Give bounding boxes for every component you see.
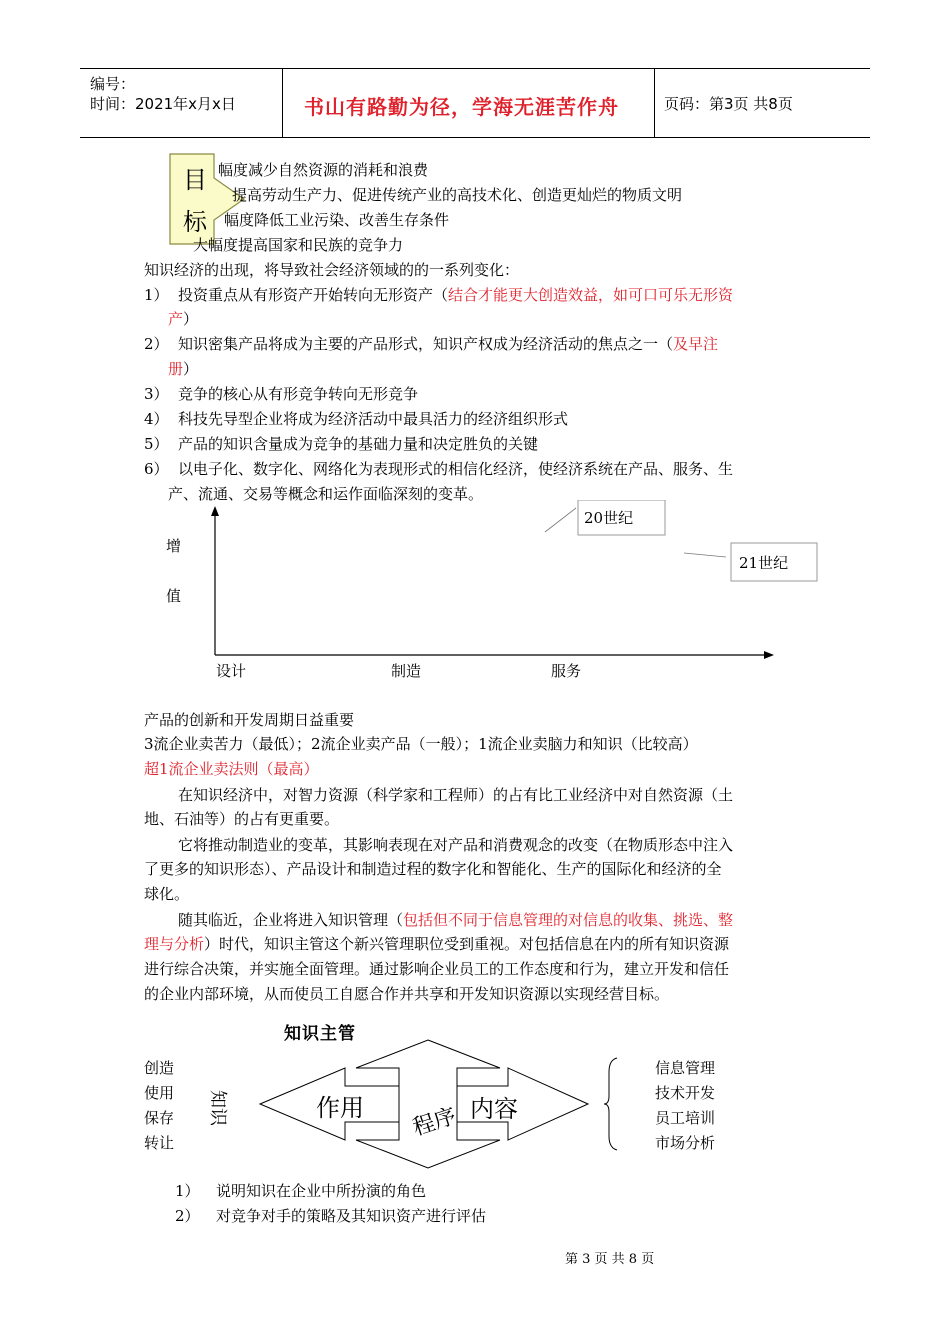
diagram-arrows [250,1038,595,1170]
legend-21st-century: 21世纪 [739,554,789,572]
chart-x-tick-label: 服务 [551,662,582,680]
arrow-role-label: 作用 [316,1094,364,1122]
chart-x-tick-label: 设计 [216,662,247,680]
list-item-number: 2） [175,1207,200,1225]
legend-20th-century: 20世纪 [584,509,634,527]
change-item: 以电子化、数字化、网络化为表现形式的相信化经济，使经济系统在产品、服务、生 [178,460,734,478]
page-indicator: 页码：第3页 共8页 [664,95,793,113]
list-item: 创造 [144,1059,175,1077]
goal-item: 大幅度提高国家和民族的竞争力 [193,236,404,254]
list-item: 保存 [144,1109,175,1127]
header-motto: 书山有路勤为径，学海无涯苦作舟 [304,95,619,119]
paragraph: 3流企业卖苦力（最低）；2流企业卖产品（一般）；1流企业卖脑力和知识（比较高） [144,735,698,753]
header-divider [282,69,283,137]
change-item-number: 6） [144,460,169,478]
paragraph: 进行综合决策，并实施全面管理。通过影响企业员工的工作态度和行为，建立开发和信任 [144,960,730,978]
document-time-label: 时间：2021年x月x日 [90,95,236,113]
list-item: 使用 [144,1084,175,1102]
callout-pointer-20th [545,508,576,532]
callout-pointer-21st [684,553,726,557]
page-footer: 第 3 页 共 8 页 [565,1252,655,1267]
change-item-number: 3） [144,385,169,403]
diagram-title: 知识主管 [284,1024,356,1044]
list-item: 信息管理 [655,1059,716,1077]
goal-badge-char-2: 标 [183,208,207,236]
paragraph: 产品的创新和开发周期日益重要 [144,711,355,729]
paragraph: 了更多的知识形态）、产品设计和制造过程的数字化和智能化、生产的国际化和经济的全 [144,860,722,878]
change-item-continued: 产） [168,310,199,328]
chart-x-axis-arrowhead [764,651,774,659]
change-item-continued: 册） [168,360,199,378]
change-item-number: 5） [144,435,169,453]
change-item: 科技先导型企业将成为经济活动中最具活力的经济组织形式 [178,410,569,428]
right-brace [603,1056,619,1152]
paragraph: 随其临近，企业将进入知识管理（包括但不同于信息管理的对信息的收集、挑选、整 [178,911,734,929]
list-item: 说明知识在企业中所扮演的角色 [216,1182,427,1200]
change-item-continued: 产、流通、交易等概念和运作面临深刻的变革。 [168,485,484,503]
chart-y-axis-arrowhead [211,506,219,516]
knowledge-vertical-label: 知识 [207,1090,228,1126]
paragraph-highlight: 超1流企业卖法则（最高） [144,760,319,778]
value-chart [200,500,820,670]
goal-item: 幅度降低工业污染、改善生存条件 [224,211,450,229]
paragraph: 它将推动制造业的变革，其影响表现在对产品和消费观念的改变（在物质形态中注入 [178,836,734,854]
list-item: 对竞争对手的策略及其知识资产进行评估 [216,1207,487,1225]
change-item-number: 1） [144,286,169,304]
change-item-number: 2） [144,335,169,353]
header-divider [654,69,655,137]
management-content-list [655,1056,715,1156]
list-item-number: 1） [175,1182,200,1200]
goal-item: 提高劳动生产力、促进传统产业的高技术化、创造更灿烂的物质文明 [232,186,683,204]
chart-y-label-char: 值 [166,587,182,605]
paragraph: 地、石油等）的占有更重要。 [144,810,340,828]
change-item: 投资重点从有形资产开始转向无形资产（结合才能更大创造效益，如可口可乐无形资 [178,286,734,304]
goal-badge-char-1: 目 [183,166,207,194]
chart-y-label-char: 增 [166,537,182,555]
list-item: 技术开发 [655,1084,716,1102]
paragraph: 球化。 [144,885,190,903]
arrow-procedure-label: 程序 [409,1103,460,1142]
knowledge-actions-list [144,1056,174,1156]
change-item: 产品的知识含量成为竞争的基础力量和决定胜负的关键 [178,435,539,453]
paragraph: 在知识经济中，对智力资源（科学家和工程师）的占有比工业经济中对自然资源（土 [178,786,734,804]
list-item: 员工培训 [655,1109,716,1127]
arrow-content-label: 内容 [470,1095,518,1123]
list-item: 转让 [144,1134,175,1152]
paragraph: 的企业内部环境，从而使员工自愿合作并共享和开发知识资源以实现经营目标。 [144,985,670,1003]
goal-item: 幅度减少自然资源的消耗和浪费 [218,161,429,179]
chart-x-tick-label: 制造 [391,662,422,680]
list-item: 市场分析 [655,1134,716,1152]
change-item: 知识密集产品将成为主要的产品形式，知识产权成为经济活动的焦点之一（及早注 [178,335,719,353]
page-header [80,68,870,138]
change-item-number: 4） [144,410,169,428]
changes-intro: 知识经济的出现，将导致社会经济领域的的一系列变化： [144,261,520,279]
document-number-label: 编号： [90,75,136,93]
paragraph: 理与分析）时代，知识主管这个新兴管理职位受到重视。对包括信息在内的所有知识资源 [144,935,730,953]
change-item: 竞争的核心从有形竞争转向无形竞争 [178,385,419,403]
